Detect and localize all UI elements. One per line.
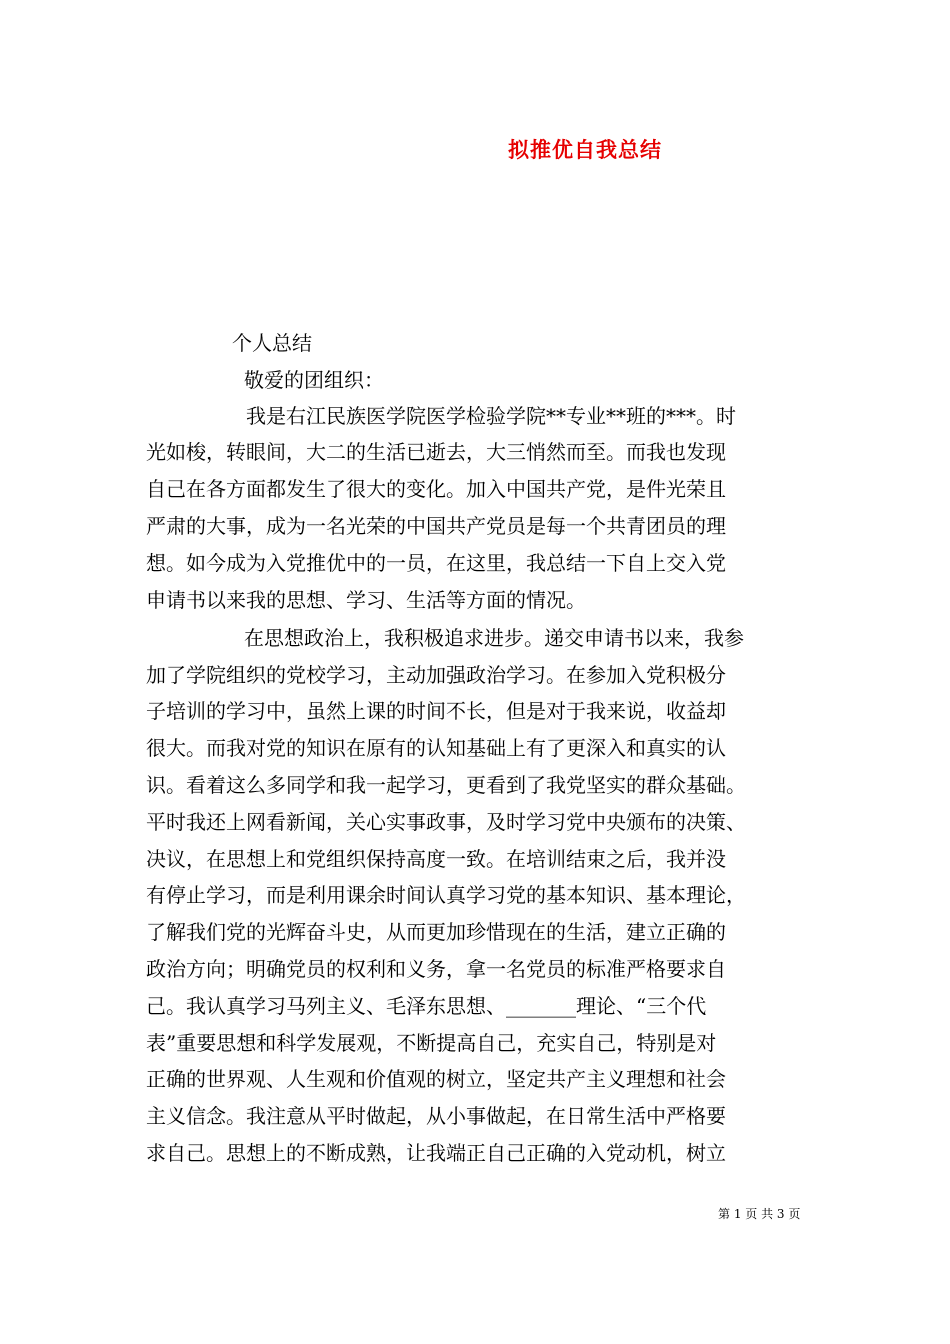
paragraph-line: 政治方向；明确党员的权利和义务，拿一名党员的标准严格要求自 xyxy=(146,957,726,981)
paragraph-line: 主义信念。我注意从平时做起，从小事做起，在日常生活中严格要 xyxy=(146,1104,726,1128)
paragraph-line: 平时我还上网看新闻，关心实事政事，及时学习党中央颁布的决策、 xyxy=(146,810,746,834)
paragraph-line: 有停止学习，而是利用课余时间认真学习党的基本知识、基本理论， xyxy=(146,883,746,907)
paragraph-line: 申请书以来我的思想、学习、生活等方面的情况。 xyxy=(146,588,586,612)
paragraph-line: 严肃的大事，成为一名光荣的中国共产党员是每一个共青团员的理 xyxy=(146,514,726,538)
paragraph-line: 光如梭，转眼间，大二的生活已逝去，大三悄然而至。而我也发现 xyxy=(146,440,726,464)
paragraph-line: 自己在各方面都发生了很大的变化。加入中国共产党，是件光荣且 xyxy=(146,477,726,501)
paragraph-line: 在思想政治上，我积极追求进步。递交申请书以来，我参 xyxy=(244,626,744,650)
document-title: 拟推优自我总结 xyxy=(508,138,662,162)
paragraph-line: 了解我们党的光辉奋斗史，从而更加珍惜现在的生活，建立正确的 xyxy=(146,920,726,944)
paragraph-line: 加了学院组织的党校学习，主动加强政治学习。在参加入党积极分 xyxy=(146,663,726,687)
paragraph-line: 己。我认真学习马列主义、毛泽东思想、_______理论、“三个代 xyxy=(146,994,707,1018)
paragraph-line: 我是右江民族医学院医学检验学院**专业**班的***。时 xyxy=(246,404,736,428)
paragraph-line: 决议，在思想上和党组织保持高度一致。在培训结束之后，我并没 xyxy=(146,847,726,871)
paragraph-line: 很大。而我对党的知识在原有的认知基础上有了更深入和真实的认 xyxy=(146,736,726,760)
paragraph-line: 求自己。思想上的不断成熟，让我端正自己正确的入党动机，树立 xyxy=(146,1141,726,1165)
paragraph-line: 子培训的学习中，虽然上课的时间不长，但是对于我来说，收益却 xyxy=(146,699,726,723)
paragraph-line: 识。看着这么多同学和我一起学习，更看到了我党坚实的群众基础。 xyxy=(146,773,746,797)
section-heading: 个人总结 xyxy=(232,331,312,355)
paragraph-line: 表”重要思想和科学发展观，不断提高自己，充实自己，特别是对 xyxy=(146,1031,717,1055)
paragraph-line: 正确的世界观、人生观和价值观的树立，坚定共产主义理想和社会 xyxy=(146,1067,726,1091)
paragraph-line: 想。如今成为入党推优中的一员，在这里，我总结一下自上交入党 xyxy=(146,551,726,575)
salutation: 敬爱的团组织： xyxy=(244,368,384,392)
page-number: 第 1 页 共 3 页 xyxy=(718,1207,801,1221)
